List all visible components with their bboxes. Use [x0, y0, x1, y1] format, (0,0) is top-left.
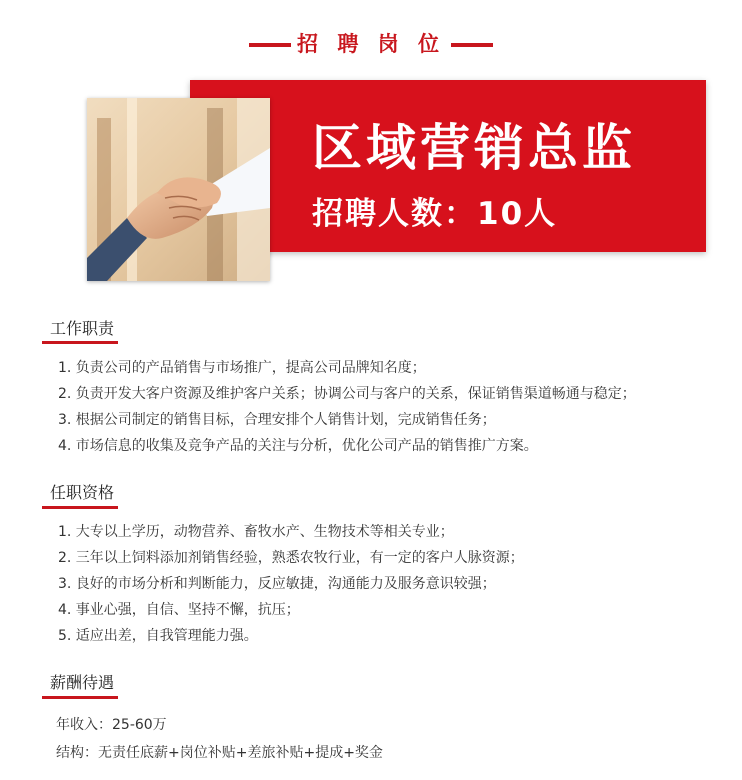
header-title: 招 聘 岗 位	[297, 32, 445, 56]
salary-underline	[42, 696, 118, 699]
salary-title: 薪酬待遇	[50, 673, 115, 692]
list-item: 1. 大专以上学历，动物营养、畜牧水产、生物技术等相关专业；	[58, 524, 454, 540]
headcount: 招聘人数：10人	[312, 196, 558, 232]
requirements-title: 任职资格	[50, 483, 115, 502]
header-dash-right	[451, 43, 493, 47]
list-item: 2. 负责开发大客户资源及维护客户关系；协调公司与客户的关系，保证销售渠道畅通与稳定；	[58, 386, 636, 402]
header-dash-left	[249, 43, 291, 47]
list-item: 3. 良好的市场分析和判断能力，反应敏捷，沟通能力及服务意识较强；	[58, 576, 496, 592]
duties-title: 工作职责	[50, 319, 115, 338]
list-item: 1. 负责公司的产品销售与市场推广，提高公司品牌知名度；	[58, 360, 426, 376]
list-item: 4. 事业心强，自信、坚持不懈，抗压；	[58, 602, 300, 618]
job-title: 区域营销总监	[312, 119, 636, 177]
list-item: 2. 三年以上饲料添加剂销售经验，熟悉农牧行业，有一定的客户人脉资源；	[58, 550, 524, 566]
requirements-underline	[42, 506, 118, 509]
list-item: 3. 根据公司制定的销售目标，合理安排个人销售计划，完成销售任务；	[58, 412, 496, 428]
salary-structure: 结构：无责任底薪+岗位补贴+差旅补贴+提成+奖金	[56, 745, 383, 761]
list-item: 5. 适应出差，自我管理能力强。	[58, 628, 258, 644]
annual-income: 年收入：25-60万	[56, 717, 167, 733]
handshake-photo	[87, 98, 270, 281]
section-header	[0, 28, 742, 58]
duties-list	[58, 355, 636, 459]
handshake-icon	[87, 98, 270, 281]
requirements-list	[58, 519, 524, 649]
duties-underline	[42, 341, 118, 344]
list-item: 4. 市场信息的收集及竞争产品的关注与分析，优化公司产品的销售推广方案。	[58, 438, 538, 454]
